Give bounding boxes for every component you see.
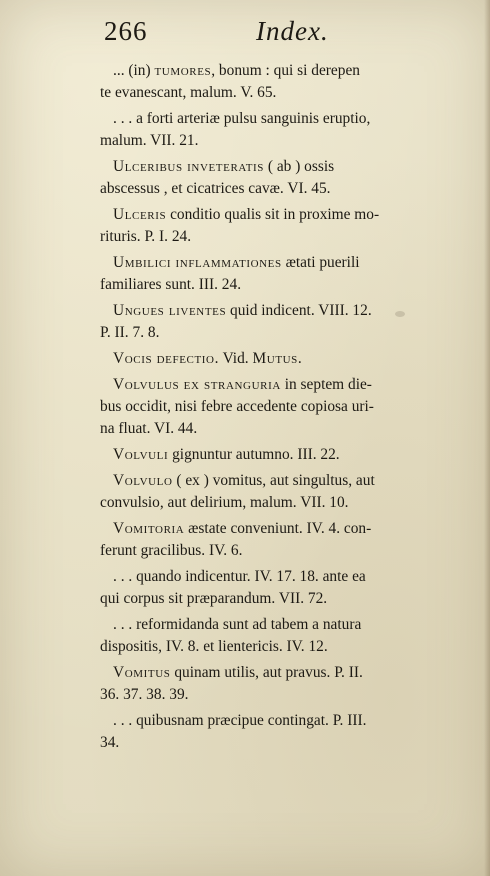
index-entry xyxy=(100,566,458,610)
entry-text: convulsio, aut delirium, malum. VII. 10. xyxy=(100,494,349,511)
index-entry xyxy=(100,204,458,248)
entry-continuation-line xyxy=(100,322,458,344)
entry-text: rituris. P. I. 24. xyxy=(100,228,192,245)
entry-text: qui corpus sit præparandum. VII. 72. xyxy=(100,590,328,607)
entry-text: . . . quibusnam præcipue contingat. P. III. xyxy=(113,712,367,729)
ink-smudge xyxy=(395,311,405,317)
entry-headword: Umbilici inflammationes xyxy=(113,254,282,271)
entry-headword: Ulceris xyxy=(113,206,167,223)
index-entry xyxy=(100,518,458,562)
entry-first-line xyxy=(100,60,458,82)
entry-headword: Volvuli xyxy=(113,446,169,463)
running-title: Index. xyxy=(256,16,329,46)
entry-text: na fluat. VI. 44. xyxy=(100,420,198,437)
entry-continuation-line xyxy=(100,540,458,562)
index-entries xyxy=(100,60,458,758)
entry-text: ætati puerili xyxy=(281,254,360,271)
entry-first-line xyxy=(100,662,458,684)
entry-text: , bonum : qui si derepen xyxy=(211,62,360,79)
page-edge-shadow xyxy=(484,0,490,876)
entry-headword: Vomitoria xyxy=(113,520,185,537)
entry-headword: tumores xyxy=(154,62,212,79)
entry-text: familiares sunt. III. 24. xyxy=(100,276,242,293)
entry-first-line xyxy=(100,348,458,370)
entry-continuation-line xyxy=(100,82,458,104)
index-entry xyxy=(100,710,458,754)
entry-text: in septem die- xyxy=(280,376,372,393)
entry-text: conditio qualis sit in proxime mo- xyxy=(166,206,380,223)
entry-cross-reference: Mutus. xyxy=(252,350,303,367)
entry-text: P. II. 7. 8. xyxy=(100,324,160,341)
entry-continuation-line xyxy=(100,684,458,706)
entry-text: bus occidit, nisi febre accedente copiosa uri- xyxy=(100,398,374,415)
page-number: 266 xyxy=(104,16,148,46)
entry-continuation-line xyxy=(100,588,458,610)
entry-continuation-line xyxy=(100,274,458,296)
entry-first-line xyxy=(100,374,458,396)
entry-text: malum. VII. 21. xyxy=(100,132,199,149)
entry-continuation-line xyxy=(100,178,458,200)
entry-text: . . . quando indicentur. IV. 17. 18. ante ea xyxy=(113,568,366,585)
entry-text: æstate conveniunt. IV. 4. con- xyxy=(184,520,372,537)
entry-text: dispositis, IV. 8. et lientericis. IV. 12. xyxy=(100,638,328,655)
entry-continuation-line xyxy=(100,396,458,418)
entry-prefix: ... (in) xyxy=(113,62,155,79)
index-entry xyxy=(100,252,458,296)
entry-continuation-line xyxy=(100,492,458,514)
entry-text: ( ab ) ossis xyxy=(264,158,335,175)
entry-text: abscessus , et cicatrices cavæ. VI. 45. xyxy=(100,180,331,197)
entry-first-line xyxy=(100,614,458,636)
entry-text: . . . a forti arteriæ pulsu sanguinis eruptio, xyxy=(113,110,371,127)
entry-text: ferunt gracilibus. IV. 6. xyxy=(100,542,243,559)
index-entry xyxy=(100,108,458,152)
entry-first-line xyxy=(100,710,458,732)
entry-first-line xyxy=(100,108,458,130)
entry-text: Vid. xyxy=(219,350,253,367)
entry-text: ( ex ) vomitus, aut singultus, aut xyxy=(172,472,375,489)
entry-text: gignuntur autumno. III. 22. xyxy=(168,446,340,463)
index-entry xyxy=(100,300,458,344)
entry-first-line xyxy=(100,444,458,466)
entry-headword: Ulceribus inveteratis xyxy=(113,158,265,175)
index-entry xyxy=(100,662,458,706)
index-entry xyxy=(100,60,458,104)
entry-continuation-line xyxy=(100,732,458,754)
entry-headword: Vomitus xyxy=(113,664,171,681)
entry-text: 34. xyxy=(100,734,120,751)
index-entry xyxy=(100,470,458,514)
entry-first-line xyxy=(100,300,458,322)
entry-continuation-line xyxy=(100,130,458,152)
entry-text: te evanescant, malum. V. 65. xyxy=(100,84,277,101)
entry-text: 36. 37. 38. 39. xyxy=(100,686,189,703)
entry-headword: Volvulus ex stranguria xyxy=(113,376,281,393)
entry-first-line xyxy=(100,566,458,588)
entry-first-line xyxy=(100,204,458,226)
index-entry xyxy=(100,374,458,440)
entry-continuation-line xyxy=(100,226,458,248)
entry-first-line xyxy=(100,156,458,178)
entry-text: quid indicent. VIII. 12. xyxy=(226,302,372,319)
index-entry xyxy=(100,348,458,370)
entry-text: quinam utilis, aut pravus. P. II. xyxy=(170,664,363,681)
entry-first-line xyxy=(100,470,458,492)
entry-continuation-line xyxy=(100,418,458,440)
entry-first-line xyxy=(100,252,458,274)
entry-continuation-line xyxy=(100,636,458,658)
entry-first-line xyxy=(100,518,458,540)
page-header xyxy=(104,16,344,50)
entry-headword: Volvulo xyxy=(113,472,173,489)
index-entry xyxy=(100,614,458,658)
entry-text: . . . reformidanda sunt ad tabem a natura xyxy=(113,616,362,633)
entry-headword: Ungues liventes xyxy=(113,302,227,319)
index-entry xyxy=(100,444,458,466)
index-entry xyxy=(100,156,458,200)
entry-headword: Vocis defectio. xyxy=(113,350,220,367)
